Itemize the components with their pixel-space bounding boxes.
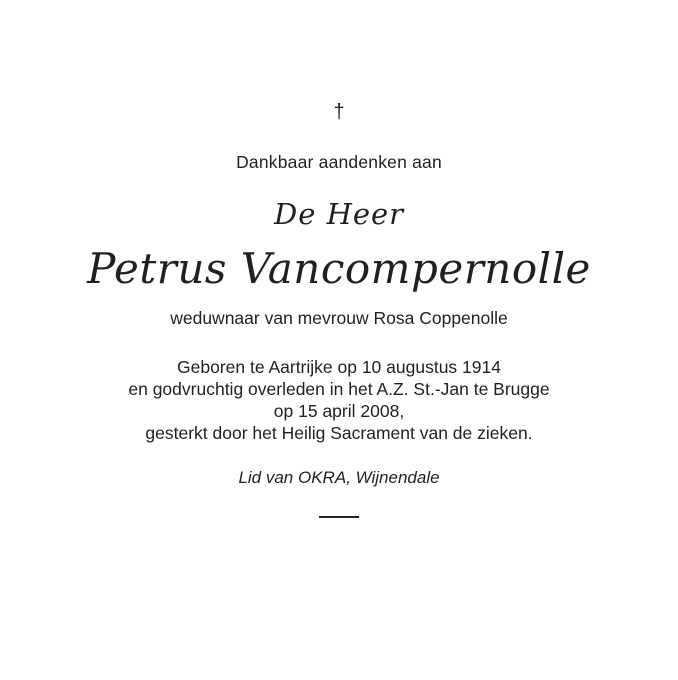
life-line-sacrament: gesterkt door het Heilig Sacrament van de zieken.	[145, 423, 533, 443]
cross-icon: †	[333, 101, 345, 123]
life-details	[0, 356, 678, 444]
honorific-text: De Heer	[273, 197, 405, 231]
end-divider	[319, 516, 359, 518]
life-line-death-date: op 15 april 2008,	[273, 401, 405, 421]
life-line-death-place: en godvruchtig overleden in het A.Z. St.-Jan te Brugge	[128, 379, 550, 399]
deceased-name: Petrus Vancompernolle	[87, 244, 591, 293]
relation-text: weduwnaar van mevrouw Rosa Coppenolle	[170, 308, 508, 328]
intro-text: Dankbaar aandenken aan	[236, 152, 442, 172]
life-line-birth: Geboren te Aartrijke op 10 augustus 1914	[177, 357, 501, 377]
membership-text: Lid van OKRA, Wijnendale	[238, 468, 440, 487]
